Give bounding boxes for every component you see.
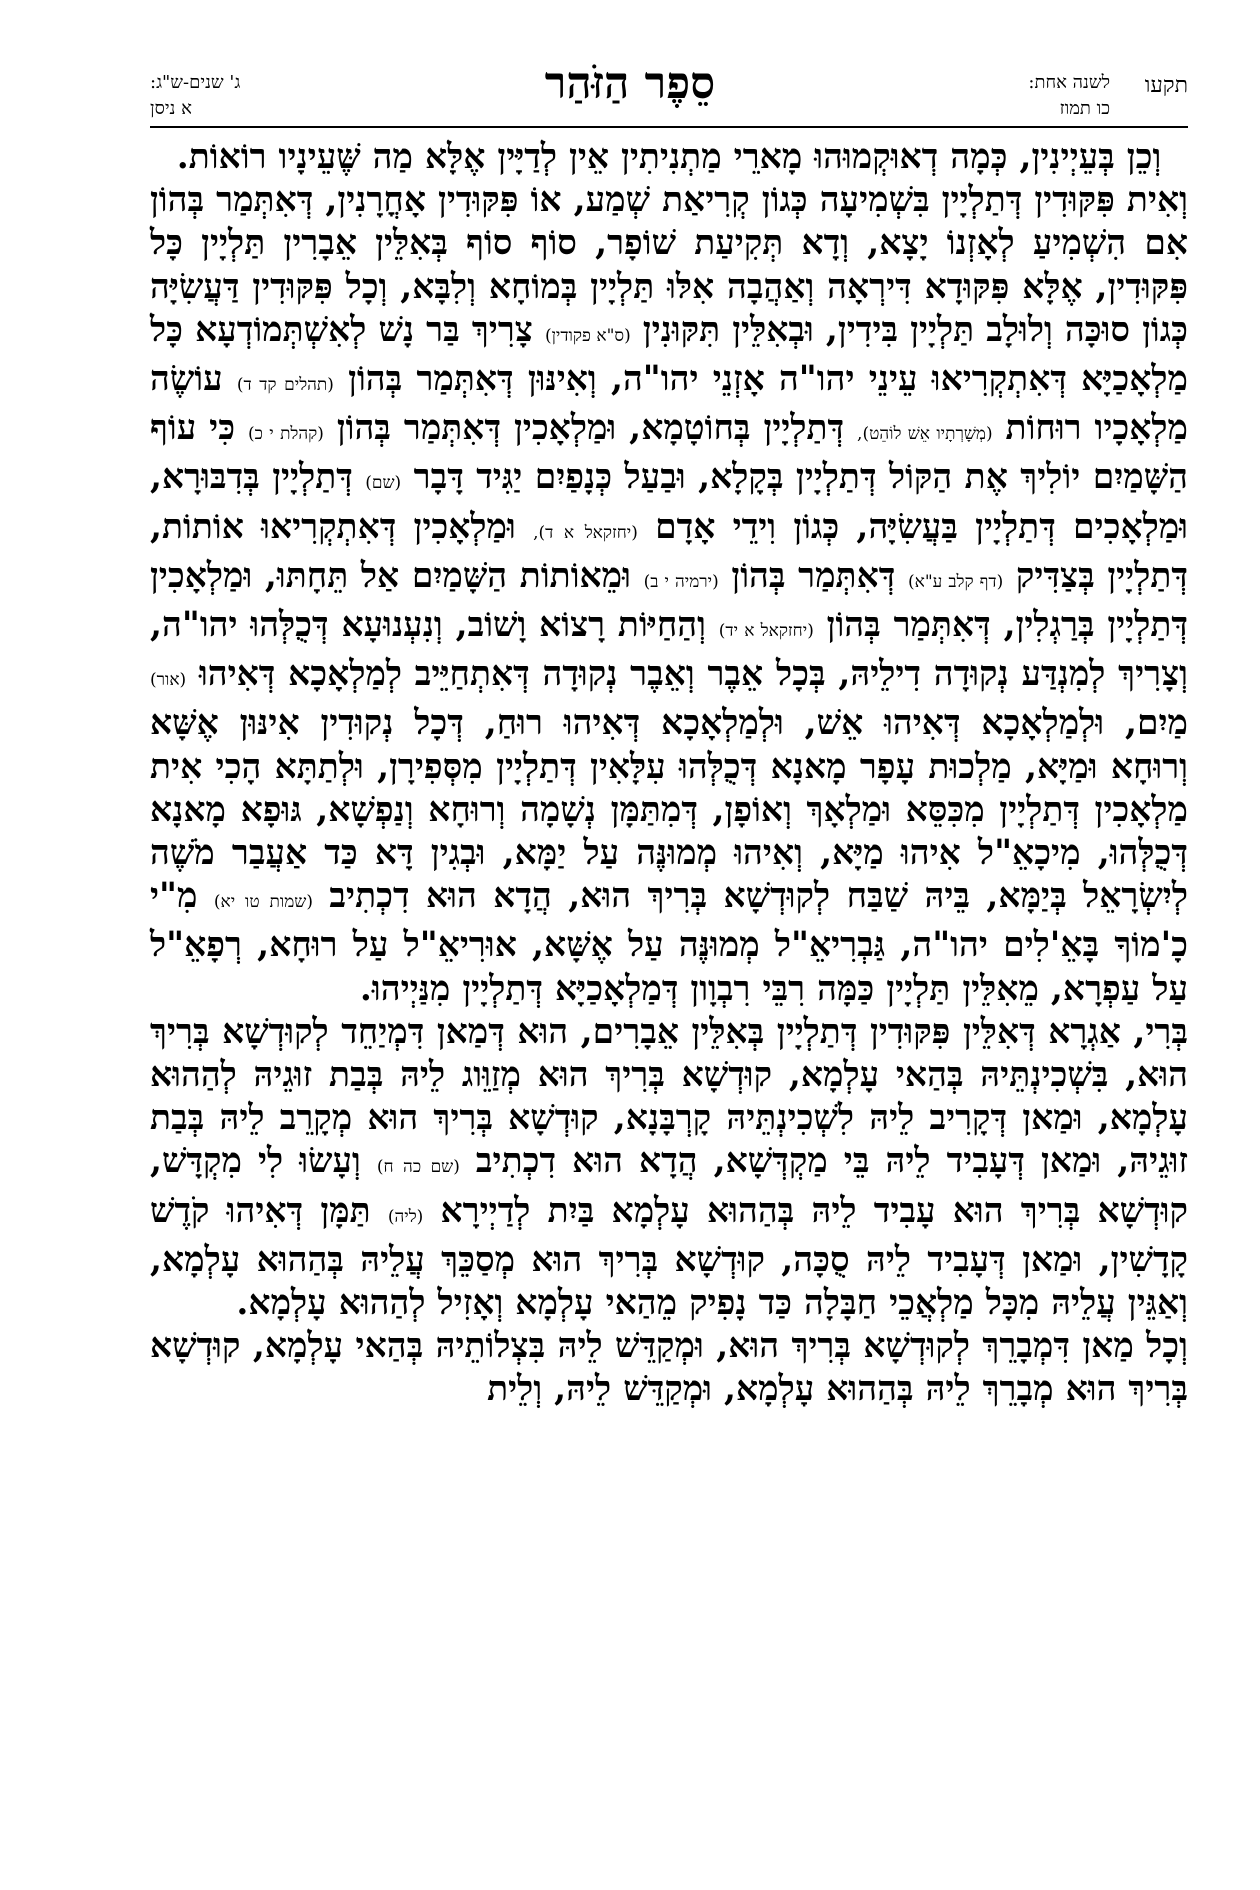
paragraph-4-text: וְכָל מַאן דִּמְבָרֵךְ לְקוּדְשָׁא בְּרִיךְ הוּא, וּמְקַדֵּשׁ לֵיהּ בִּצְלוֹתֵיהּ בְּהַאי עָלְמָא, קוּדְשָׁא בְּרִיךְ הוּא מְבָרֵךְ לֵיהּ בְּהַהוּא עָלְמָא, וּמְקַדֵּשׁ לֵיהּ, וְלֵית [150, 1326, 1188, 1410]
paragraph-2-text: צָרִיךְ בַּר נָשׁ לְאִשְׁתְּמוֹדְעָא כָּל מַלְאָכַיָּא דְּאִתְקְרִיאוּ עֵינֵי יהו"ה אָזְנֵי יהו"ה, וְאִינּוּן דְּאִתְּמַר בְּהוֹן [150, 309, 1188, 400]
source-reference: (אור) [150, 670, 187, 691]
paragraph-3 [150, 1011, 1188, 1325]
header-right-line1: לשנה אחת: [1028, 72, 1110, 93]
header-left-line1: ג' שנים-ש"ג: [150, 72, 241, 93]
main-text [150, 136, 1188, 1412]
source-reference: (מְשָׁרְתָיו אֵשׁ לוֹהֵט), [857, 424, 993, 445]
paragraph-2-text: מִ"י כָ'מוֹךָ בָּאֵ'לִים יהו"ה, גַּבְרִיאֵ"ל מְמוּנֶּה עַל אֶשָּׁא, אוּרִיאֵ"ל עַל רוּחָא, רְפָאֵ"ל עַל עַפְרָא, מֵאִלֵּין תַּלְיָין כַּמָּה רִבֵּי רִבְוָון דְּמַלְאָכַיָּא דְּתַלְיָין מִנַּיְיהוּ. [150, 876, 1188, 1009]
paragraph-3-text: תַּמָּן דְּאִיהוּ קֹדֶשׁ קָדָשִׁין, וּמַאן דְּעָבִיד לֵיהּ סֻכָּה, קוּדְשָׁא בְּרִיךְ הוּא מְסַכֵּךְ עֲלֵיהּ בְּהַהוּא עָלְמָא, וְאַגֵּין עֲלֵיהּ מִכָּל מַלְאֲכֵי חַבָּלָה כַּד נָפִיק מֵהַאי עָלְמָא וְאָזִיל לְהַהוּא עָלְמָא. [150, 1190, 1188, 1324]
paragraph-3-text: בְּרִי, אַגְרָא דְּאִלֵּין פִּקּוּדִין דְּתַלְיָין בְּאִלֵּין אֵבָרִים, הוּא דְּמַאן דִּמְיַחֵד לְקוּדְשָׁא בְּרִיךְ הוּא, בִּשְׁכִינְתֵּיהּ בְּהַאי עָלְמָא, קוּדְשָׁא בְּרִיךְ הוּא מְזַוֵּוג לֵיהּ בְּבַת זוּגֵיהּ לְהַהוּא עָלְמָא, וּמַאן דְּקָרִיב לֵיהּ לִשְׁכִינְתֵּיהּ קָרְבָּנָא, קוּדְשָׁא בְּרִיךְ הוּא מְקָרֵב לֵיהּ בְּבַת זוּגֵיהּ, וּמַאן דְּעָבִיד לֵיהּ בֵּי מַקְדְּשָׁא, הֲדָא הוּא דִכְתִיב [150, 1011, 1189, 1182]
paragraph-2-text: וּמַלְאָכִין דְּאִתְקְרִיאוּ אוֹתוֹת, דְּתַלְיָין בְּצַדִּיק [150, 506, 1189, 596]
paragraph-4 [150, 1325, 1188, 1411]
source-reference: (יחזקאל א יד) [718, 621, 814, 642]
paragraph-2-text: עוֹשֶׂה מַלְאָכָיו רוּחוֹת [150, 359, 1188, 449]
paragraph-1 [150, 136, 1188, 179]
header-left-schedule [150, 70, 240, 122]
source-reference: (ס"א פקודין) [544, 325, 631, 346]
source-reference: (שמות טו יא) [213, 892, 313, 913]
paragraph-2 [150, 179, 1188, 1011]
paragraph-2-text: דְּתַלְיָין בְּחוֹטָמָא, וּמַלְאָכִין דְּאִתְּמַר בְּהוֹן [336, 408, 845, 449]
paragraph-1-text: וְכֵן בְּעֵיְינִין, כְּמָה דְאוּקְמוּהוּ מָארֵי מַתְנִיתִין אֵין לְדַיָּין אֶלָּא מַה שֶּׁעֵינָיו רוֹאוֹת. [176, 137, 1162, 177]
header-left-line2: א ניסן [150, 98, 192, 119]
source-reference: (ירמיה י ב) [643, 571, 719, 592]
source-reference: (תהלים קד ד) [236, 375, 334, 396]
paragraph-2-text: מַיִם, וּלְמַלְאָכָא דְּאִיהוּ אֵשׁ, וּלְמַלְאָכָא דְּאִיהוּ רוּחַ, דְּכָל נְקוּדִין אִינּוּן אֶשָּׁא וְרוּחָא וּמַיָּא, מַלְכוּת עָפָר מָאנָא דְּכֻלְּהוּ עִלָּאִין דְּתַלְיָין מִסְּפִירָן, וּלְתַתָּא הָכִי אִית מַלְאָכִין דְּתַלְיָין מִכִּסֵּא וּמַלְאָךְ וְאוֹפָן, דְּמִתַּמָּן נְשָׁמָה וְרוּחָא וְנַפְשָׁא, גּוּפָא מָאנָא דְּכֻלְּהוּ, מִיכָאֵ"ל אִיהוּ מַיָּא, וְאִיהוּ מְמוּנֶּה עַל יַמָּא, וּבְגִין דָּא כַּד אַעֲבַר מֹשֶׁה לְיִשְׂרָאֵל בְּיַמָּא, בֵּיהּ שַׁבַּח לְקוּדְשָׁא בְּרִיךְ הוּא, הֲדָא הוּא דִכְתִיב [150, 703, 1188, 917]
paragraph-3-text: וְעָשׂוּ לִי מִקְדָּשׁ, קוּדְשָׁא בְּרִיךְ הוּא עָבִיד לֵיהּ בְּהַהוּא עָלְמָא בַּיִת לְדַיְירָא [150, 1141, 1188, 1231]
header-right-line2: כו תמוז [1059, 98, 1110, 119]
header-right-name: תקעו [1144, 73, 1188, 98]
page-title: סֵפֶר הַזֹּהַר [544, 58, 716, 109]
source-reference: (שם כה ח) [376, 1157, 460, 1178]
paragraph-2-text: כִּי עוֹף הַשָּׁמַיִם יוֹלִיךְ אֶת הַקּוֹל דְּתַלְיָין בְּקָלָא, וּבַעַל כְּנָפַיִם יַגִּיד דָּבָר [150, 408, 1188, 498]
header-rule [150, 126, 1188, 128]
paragraph-2-text: וְהַחַיּוֹת רָצוֹא וָשׁוֹב, וְנִעְנוּעָא דְּכֻלְּהוּ יהו"ה, וְצָרִיךְ לְמִנְדַּע נְקוּדָה דִילֵיהּ, בְּכָל אֵבֶר וְאֵבֶר נְקוּדָה דְּאִתְחַיֵּיב לְמַלְאָכָא דְּאִיהוּ [150, 605, 1188, 695]
paragraph-2-text: וְאִית פִּקּוּדִין דְּתַלְיָין בִּשְׁמִיעָה כְּגוֹן קְרִיאַת שְׁמַע, אוֹ פִּקּוּדִין אָחֳרָנִין, דְּאִתְּמַר בְּהוֹן אִם הִשְׁמִיעַ לְאָזְנוֹ יָצָא, וְדָא תְּקִיעַת שׁוֹפָר, סוֹף סוֹף בְּאִלֵּין אֵבָרִין תַּלְיָין כָּל פִּקּוּדִין, אֶלָּא פִּקּוּדָא דִּירְאָה וְאַהֲבָה אִלּוּ תַּלְיָין בְּמוֹחָא וְלִבָּא, וְכָל פִּקּוּדִין דַּעֲשִׂיָּה כְּגוֹן סוּכָּה וְלוּלָב תַּלְיָין בִּידִין, וּבְאִלֵּין תִּקּוּנִין [150, 180, 1189, 350]
paragraph-2-text: דְּאִתְּמַר בְּהוֹן [731, 555, 896, 596]
paragraph-2-text: דְּתַלְיָין בְּדִבּוּרָא, וּמַלְאָכִים דְּתַלְיָין בַּעֲשִׂיָּה, כְּגוֹן וִידֵי אָדָם [150, 457, 1189, 547]
source-reference: (יחזקאל א ד), [533, 522, 638, 543]
source-reference: (שם) [365, 473, 402, 494]
source-reference: (ליה) [387, 1206, 424, 1227]
source-reference: (קהלת י כ) [248, 424, 324, 445]
paragraph-2-text: וּמֵאוֹתוֹת הַשָּׁמַיִם אַל תֵּחָתּוּ, וּמַלְאָכִין דְּתַלְיָין בְּרַגְלִין, דְּאִתְּמַר בְּהוֹן [150, 555, 1189, 646]
source-reference: (דף קלב ע"א) [908, 571, 1004, 592]
